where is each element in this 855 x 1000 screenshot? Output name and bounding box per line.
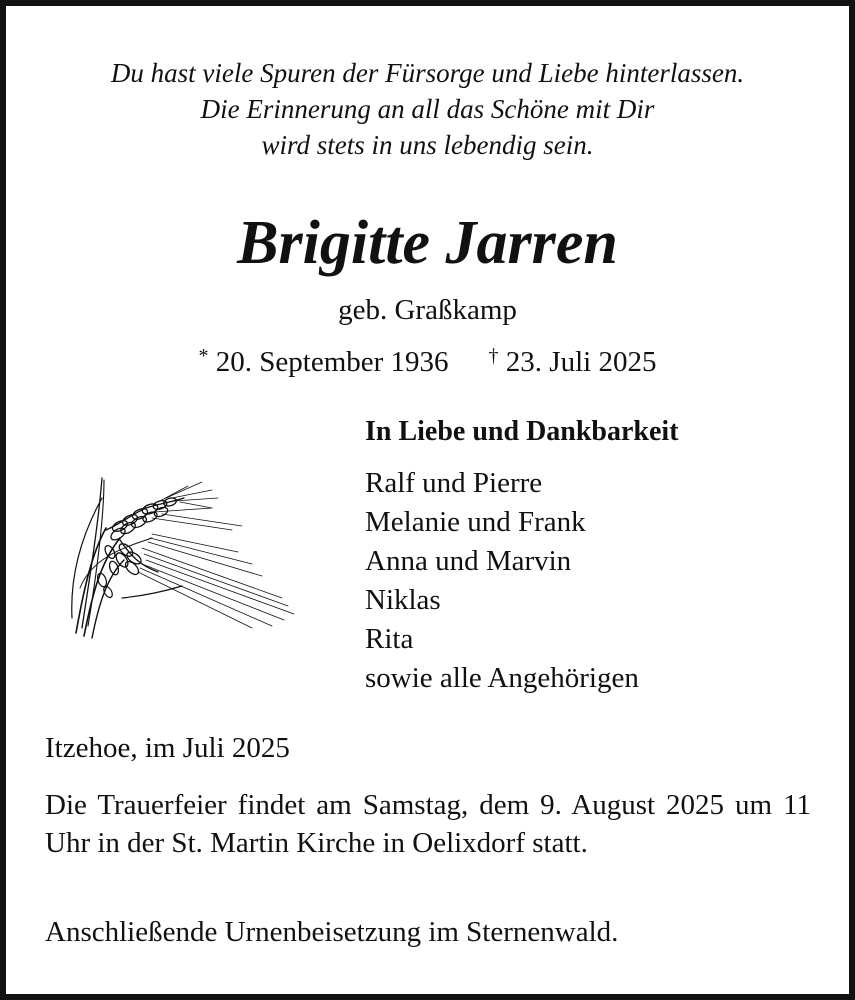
birth-symbol: *	[198, 345, 209, 367]
life-dates	[20, 336, 835, 382]
mourner-name: Anna und Marvin	[365, 545, 572, 577]
mourner-name: Rita	[365, 623, 414, 655]
mourner-name: Melanie und Frank	[365, 506, 586, 538]
verse-line-1: Du hast viele Spuren der Fürsorge und Liebe hinterlassen.	[110, 58, 745, 88]
verse-line-3: wird stets in uns lebendig sein.	[261, 130, 594, 160]
mourner-name: Niklas	[365, 584, 441, 616]
funeral-notice: Die Trauerfeier findet am Samstag, dem 9. August 2025 um 11 Uhr in der St. Martin Kirche in Oelixdorf statt.	[45, 789, 811, 859]
birth-date: 20. September 1936	[215, 346, 449, 378]
mourners-heading: In Liebe und Dankbarkeit	[365, 416, 679, 447]
wheat-ears-icon	[62, 468, 302, 648]
verse-line-2: Die Erinnerung an all das Schöne mit Dir	[200, 94, 655, 124]
death-symbol: †	[488, 345, 499, 367]
death-date: 23. Juli 2025	[505, 346, 657, 378]
deceased-name: Brigitte Jarren	[237, 209, 618, 277]
mourners-block	[365, 410, 679, 698]
maiden-name: geb. Graßkamp	[338, 294, 517, 326]
mourner-name: sowie alle Angehörigen	[365, 662, 639, 694]
memorial-verse	[20, 55, 835, 163]
burial-notice: Anschließende Urnenbeisetzung im Sternenwald.	[45, 916, 619, 948]
place-and-date: Itzehoe, im Juli 2025	[45, 732, 290, 764]
mourner-name: Ralf und Pierre	[365, 467, 543, 499]
